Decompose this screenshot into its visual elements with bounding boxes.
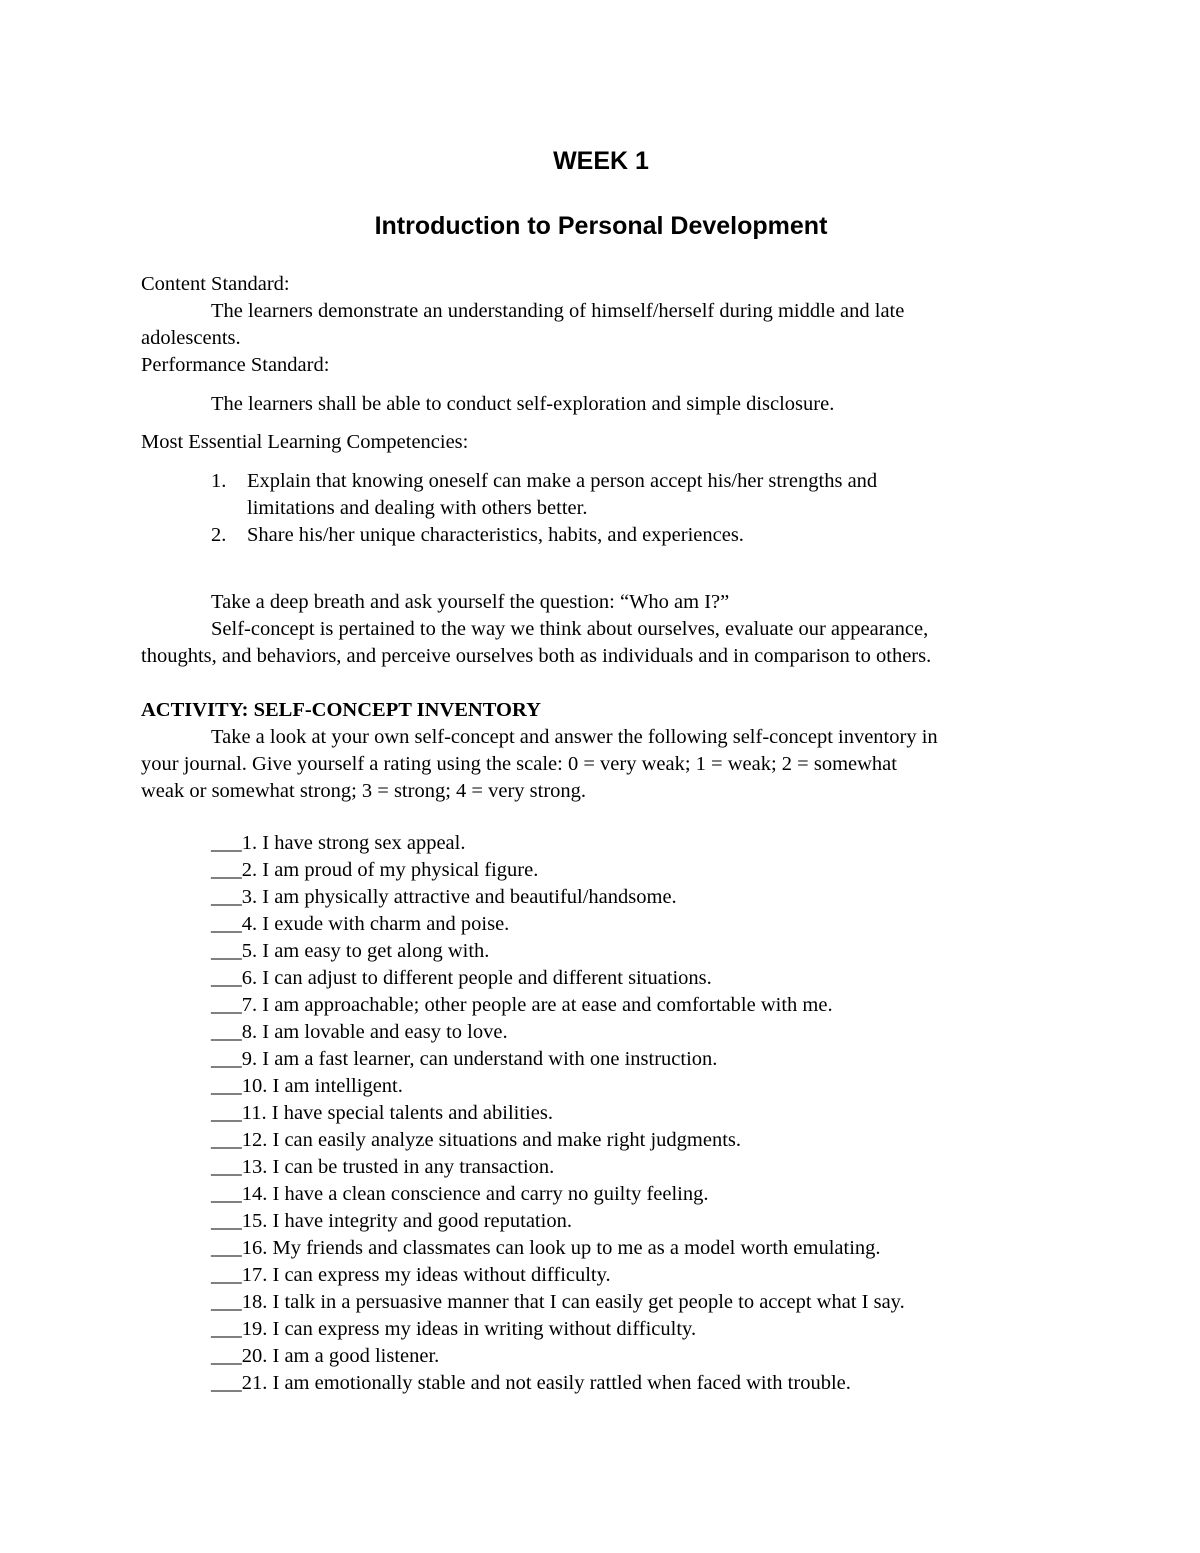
competency-number: 1. <box>211 470 227 492</box>
activity-title: ACTIVITY: SELF-CONCEPT INVENTORY <box>141 699 541 721</box>
performance-standard-section <box>141 391 1061 418</box>
inventory-item: ___13. I can be trusted in any transaction. <box>211 1156 555 1178</box>
inventory-section <box>141 830 1061 1397</box>
intro-question: Take a deep breath and ask yourself the question: “Who am I?” <box>211 591 730 613</box>
inventory-item: ___10. I am intelligent. <box>211 1075 403 1097</box>
inventory-item: ___1. I have strong sex appeal. <box>211 832 466 854</box>
competencies-label: Most Essential Learning Competencies: <box>141 431 469 453</box>
inventory-item: ___9. I am a fast learner, can understand with one instruction. <box>211 1048 718 1070</box>
content-standard-text-line2: adolescents. <box>141 327 241 349</box>
competencies-list <box>141 468 1061 549</box>
performance-standard-text: The learners shall be able to conduct self-exploration and simple disclosure. <box>211 393 835 415</box>
competency-number: 2. <box>211 524 227 546</box>
inventory-item: ___15. I have integrity and good reputation. <box>211 1210 572 1232</box>
inventory-item: ___4. I exude with charm and poise. <box>211 913 510 935</box>
activity-instructions-line3: weak or somewhat strong; 3 = strong; 4 = very strong. <box>141 780 587 802</box>
activity-section <box>141 697 1061 805</box>
inventory-item: ___2. I am proud of my physical figure. <box>211 859 539 881</box>
inventory-list <box>141 830 1061 1397</box>
week-heading: WEEK 1 <box>553 147 649 175</box>
inventory-item: ___11. I have special talents and abilities. <box>211 1102 553 1124</box>
inventory-item: ___18. I talk in a persuasive manner that I can easily get people to accept what I say. <box>211 1291 905 1313</box>
competency-text-line1: Explain that knowing oneself can make a person accept his/her strengths and <box>247 470 878 492</box>
inventory-item: ___5. I am easy to get along with. <box>211 940 490 962</box>
inventory-item: ___6. I can adjust to different people and different situations. <box>211 967 712 989</box>
competency-item <box>141 468 1061 522</box>
content-standard-section <box>141 271 1061 379</box>
intro-text-line2: thoughts, and behaviors, and perceive ourselves both as individuals and in comparison to others. <box>141 645 932 667</box>
activity-instructions-line1: Take a look at your own self-concept and answer the following self-concept inventory in <box>211 726 938 748</box>
inventory-item: ___12. I can easily analyze situations and make right judgments. <box>211 1129 742 1151</box>
inventory-item: ___21. I am emotionally stable and not easily rattled when faced with trouble. <box>211 1372 851 1394</box>
competency-text-line1: Share his/her unique characteristics, habits, and experiences. <box>247 524 744 546</box>
intro-text-line1: Self-concept is pertained to the way we think about ourselves, evaluate our appearance, <box>211 618 929 640</box>
inventory-item: ___17. I can express my ideas without difficulty. <box>211 1264 611 1286</box>
inventory-item: ___3. I am physically attractive and beautiful/handsome. <box>211 886 677 908</box>
inventory-item: ___19. I can express my ideas in writing without difficulty. <box>211 1318 697 1340</box>
page-title: Introduction to Personal Development <box>374 212 828 240</box>
performance-standard-label: Performance Standard: <box>141 354 330 376</box>
inventory-item: ___14. I have a clean conscience and carry no guilty feeling. <box>211 1183 709 1205</box>
inventory-item: ___20. I am a good listener. <box>211 1345 440 1367</box>
intro-section <box>141 589 1061 670</box>
content-standard-label: Content Standard: <box>141 273 290 295</box>
competency-item <box>141 522 1061 549</box>
competencies-section <box>141 429 1061 549</box>
inventory-item: ___8. I am lovable and easy to love. <box>211 1021 508 1043</box>
competency-text-line2: limitations and dealing with others better. <box>247 497 588 519</box>
inventory-item: ___16. My friends and classmates can look up to me as a model worth emulating. <box>211 1237 881 1259</box>
inventory-item: ___7. I am approachable; other people are at ease and comfortable with me. <box>211 994 833 1016</box>
activity-instructions-line2: your journal. Give yourself a rating using the scale: 0 = very weak; 1 = weak; 2 = somewhat <box>141 753 897 775</box>
content-standard-text-line1: The learners demonstrate an understanding of himself/herself during middle and late <box>211 300 905 322</box>
